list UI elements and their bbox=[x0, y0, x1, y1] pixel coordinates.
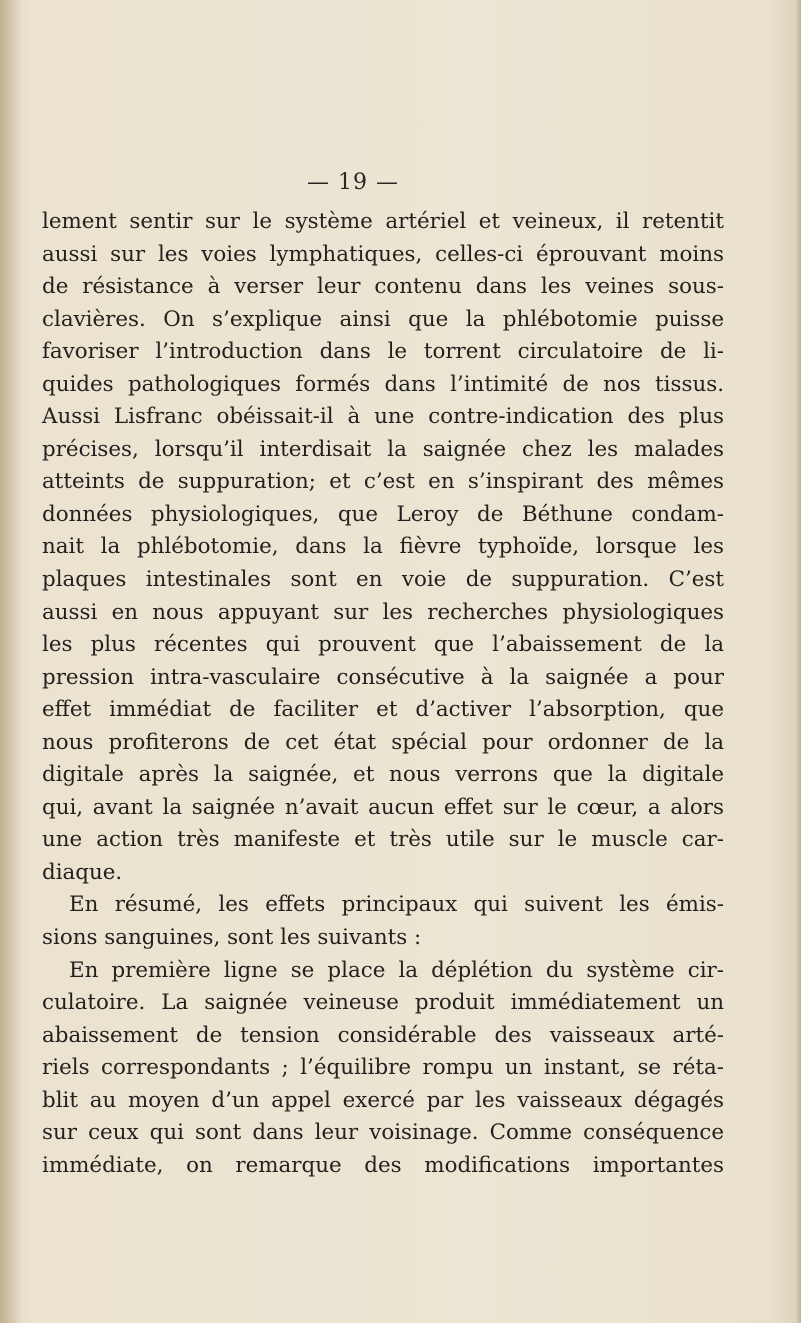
page-edge-shadow bbox=[795, 0, 801, 1323]
text-line: blit au moyen d’un appel exercé par les vaisseaux dégagés bbox=[42, 1087, 724, 1113]
text-line: nous profiterons de cet état spécial pour ordonner de la bbox=[42, 729, 724, 755]
text-line: quides pathologiques formés dans l’intimité de nos tissus. bbox=[42, 371, 724, 397]
text-line: riels correspondants ; l’équilibre rompu un instant, se réta- bbox=[42, 1055, 724, 1081]
text-line: abaissement de tension considérable des vaisseaux arté- bbox=[42, 1022, 724, 1048]
text-line: immédiate, on remarque des modifications importantes bbox=[42, 1152, 724, 1178]
text-line: sur ceux qui sont dans leur voisinage. Comme conséquence bbox=[42, 1120, 724, 1146]
page-gutter-shadow bbox=[0, 0, 22, 1323]
text-line: aussi sur les voies lymphatiques, celles-ci éprouvant moins bbox=[42, 241, 724, 267]
text-line: diaque. bbox=[42, 859, 123, 885]
text-line: les plus récentes qui prouvent que l’abaissement de la bbox=[42, 632, 724, 658]
text-line: effet immédiat de faciliter et d’activer l’absorption, que bbox=[42, 697, 724, 723]
body-text bbox=[42, 206, 724, 1182]
text-line: précises, lorsqu’il interdisait la saignée chez les malades bbox=[42, 436, 724, 462]
text-line: plaques intestinales sont en voie de suppuration. C’est bbox=[42, 567, 724, 593]
text-line: sions sanguines, sont les suivants : bbox=[42, 925, 422, 951]
text-line: clavières. On s’explique ainsi que la phlébotomie puisse bbox=[42, 306, 724, 332]
text-line: En résumé, les effets principaux qui suivent les émis- bbox=[69, 892, 724, 918]
text-line: culatoire. La saignée veineuse produit immédiatement un bbox=[42, 990, 724, 1016]
text-line: Aussi Lisfranc obéissait-il à une contre-indication des plus bbox=[42, 404, 724, 430]
text-line: nait la phlébotomie, dans la fièvre typhoïde, lorsque les bbox=[42, 534, 724, 560]
text-line: pression intra-vasculaire consécutive à la saignée a pour bbox=[42, 664, 724, 690]
text-line: atteints de suppuration; et c’est en s’inspirant des mêmes bbox=[42, 469, 724, 495]
text-line: de résistance à verser leur contenu dans les veines sous- bbox=[42, 274, 724, 300]
page-number: — 19 — bbox=[307, 170, 399, 195]
text-line: favoriser l’introduction dans le torrent circulatoire de li- bbox=[42, 339, 724, 365]
text-line: une action très manifeste et très utile sur le muscle car- bbox=[42, 827, 724, 853]
text-line: En première ligne se place la déplétion du système cir- bbox=[69, 957, 724, 983]
text-line: digitale après la saignée, et nous verrons que la digitale bbox=[42, 762, 724, 788]
text-line: aussi en nous appuyant sur les recherches physiologiques bbox=[42, 599, 724, 625]
text-line: données physiologiques, que Leroy de Béthune condam- bbox=[42, 501, 724, 527]
text-line: qui, avant la saignée n’avait aucun effet sur le cœur, a alors bbox=[42, 794, 724, 820]
text-line: lement sentir sur le système artériel et veineux, il retentit bbox=[42, 209, 724, 234]
